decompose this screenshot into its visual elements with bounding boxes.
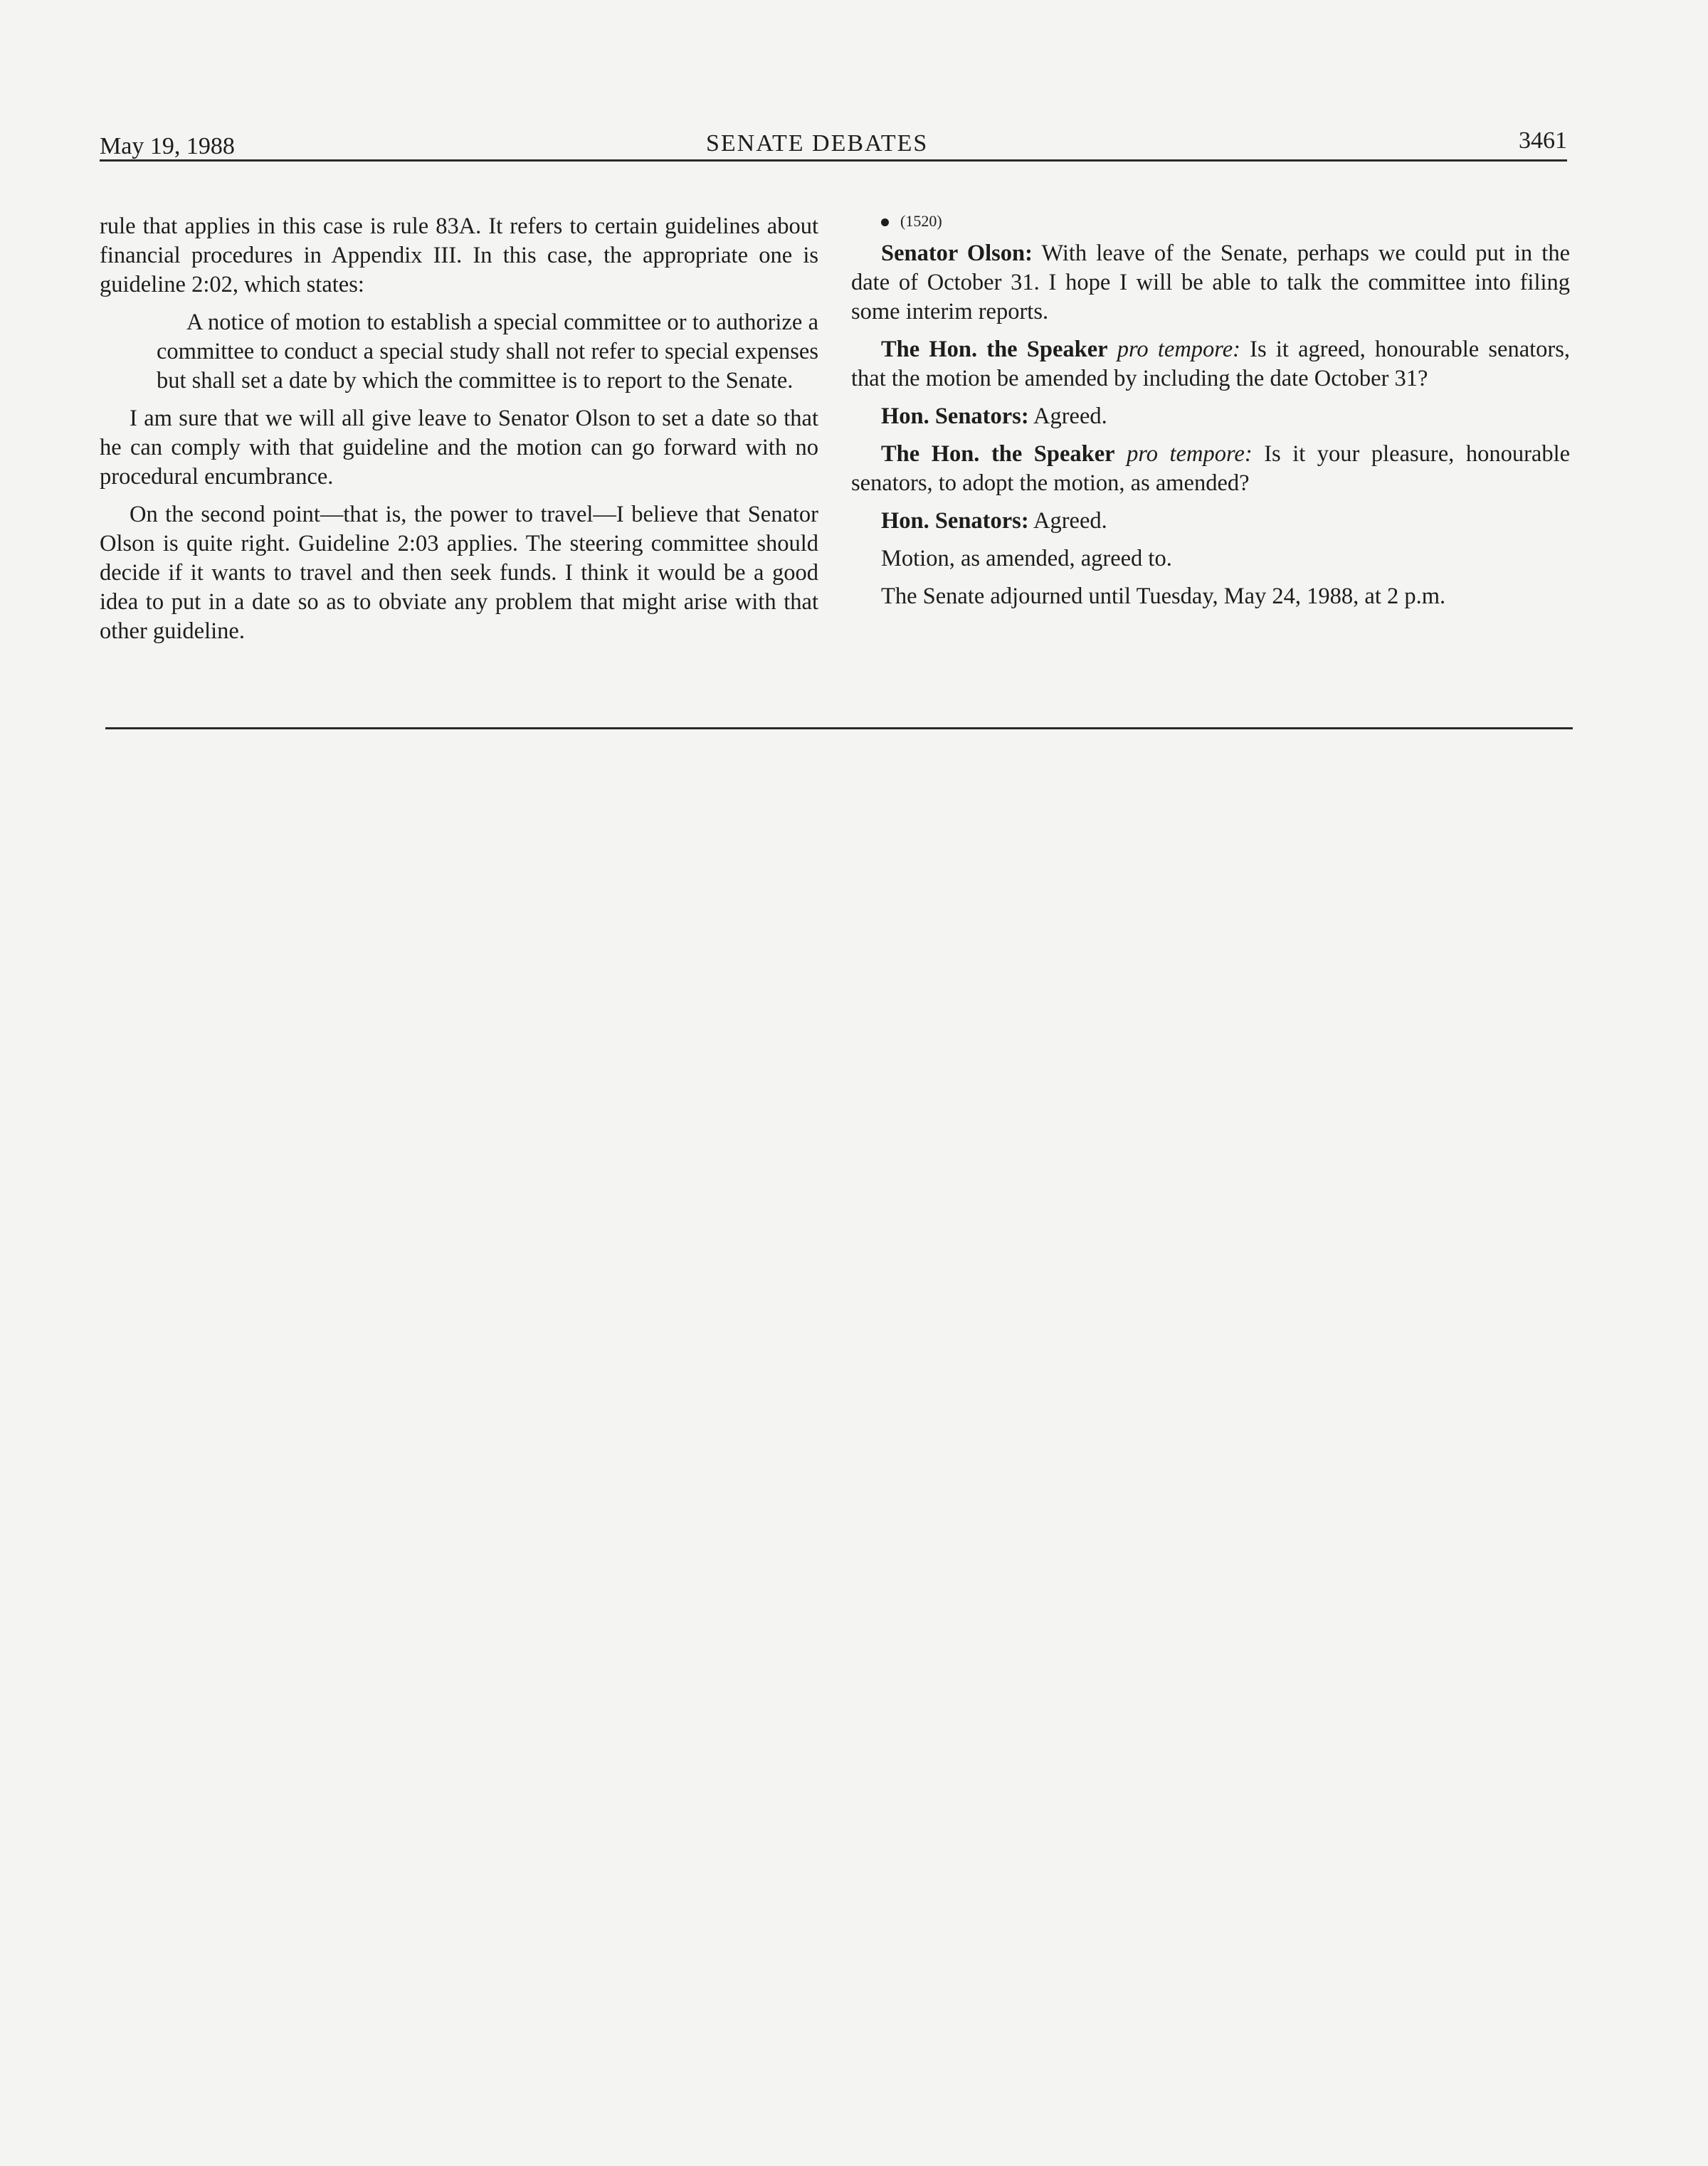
- bullet-dot-icon: [881, 218, 889, 226]
- section-end-rule: [105, 727, 1573, 729]
- header-page-number: 3461: [1519, 127, 1567, 154]
- speaker-question-2: [851, 440, 1570, 498]
- left-column: [100, 212, 818, 655]
- senators-response-2: [851, 507, 1570, 536]
- speaker-name: The Hon. the Speaker: [881, 337, 1108, 362]
- speaker-title-italic: pro tempore:: [1127, 441, 1253, 467]
- speaker-name: Hon. Senators:: [881, 403, 1029, 429]
- speaker-title-italic: pro tempore:: [1117, 337, 1240, 362]
- header-date: May 19, 1988: [100, 133, 235, 159]
- header-rule: [100, 159, 1567, 162]
- speaker-name: Hon. Senators:: [881, 508, 1029, 534]
- left-paragraph-1: rule that applies in this case is rule 83A. It refers to certain guidelines about financial procedures in Appendix III. In this case, the appropriate one is guideline 2:02, which states:: [100, 213, 818, 297]
- senators-response-1: [851, 402, 1570, 431]
- time-marker: [851, 212, 1570, 231]
- statement-text: Agreed.: [1033, 403, 1107, 429]
- right-column: [851, 212, 1570, 620]
- speaker-name: Senator Olson:: [881, 241, 1033, 266]
- adjournment-notice: The Senate adjourned until Tuesday, May 24, 1988, at 2 p.m.: [881, 583, 1446, 609]
- statement-text: With leave of the Senate, perhaps we could put in the date of October 31. I hope I will be able to talk the committee into filing some interim reports.: [851, 241, 1570, 324]
- left-paragraph-3: On the second point—that is, the power to travel—I believe that Senator Olson is quite right. Guideline 2:03 applies. The steering committee should decide if it wants to travel and then seek funds. I think it would be a good idea to put in a date so as to obviate any problem that might arise with that other guideline.: [100, 502, 818, 644]
- statement-text: Is it agreed, honourable senators, that the motion be amended by including the date October 31?: [851, 337, 1570, 391]
- olson-statement: [851, 239, 1570, 327]
- time-marker-text: (1520): [900, 212, 942, 230]
- speaker-name: The Hon. the Speaker: [881, 441, 1115, 467]
- statement-text: Is it your pleasure, honourable senators, to adopt the motion, as amended?: [851, 441, 1571, 496]
- page-header: [100, 122, 1567, 159]
- left-paragraph-2: I am sure that we will all give leave to Senator Olson to set a date so that he can comply with that guideline and the motion can go forward with no procedural encumbrance.: [100, 406, 818, 490]
- guideline-quote: A notice of motion to establish a special committee or to authorize a committee to conduct a special study shall not refer to special expenses but shall set a date by which the committee is to report to the Senate.: [157, 310, 818, 393]
- header-title: SENATE DEBATES: [706, 130, 929, 157]
- statement-text: Agreed.: [1033, 508, 1107, 534]
- motion-result: Motion, as amended, agreed to.: [881, 546, 1172, 571]
- speaker-question-1: [851, 335, 1570, 393]
